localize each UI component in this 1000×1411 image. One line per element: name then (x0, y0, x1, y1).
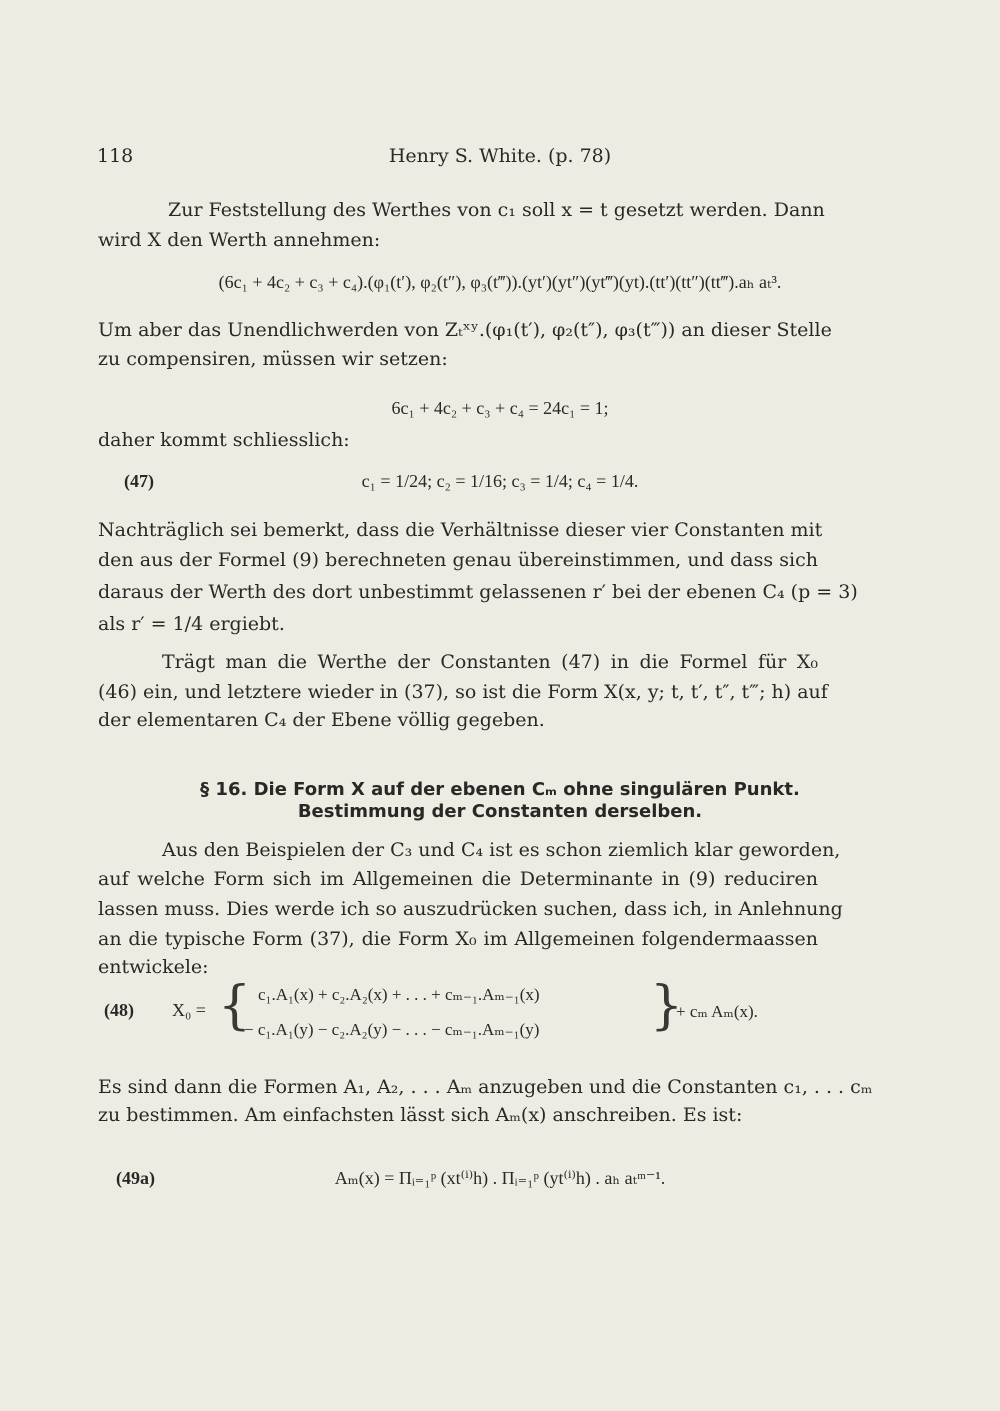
text-line: auf welche Form sich im Allgemeinen die Determinante in (9) reduciren (98, 868, 818, 890)
text-line: Nachträglich sei bemerkt, dass die Verhältnisse dieser vier Constanten mit (98, 519, 823, 541)
equation-number: (47) (124, 471, 154, 491)
equation: 6c₁ + 4c₂ + c₃ + c₄ = 24c₁ = 1; (391, 398, 609, 418)
right-brace: } (650, 976, 684, 1036)
page-number: 118 (97, 145, 134, 167)
text-line: Aus den Beispielen der C₃ und C₄ ist es schon ziemlich klar geworden, (162, 839, 841, 861)
equation-lhs: X₀ = (172, 1000, 206, 1020)
equation-number: (49a) (116, 1168, 155, 1188)
text-line: Trägt man die Werthe der Constanten (47) in die Formel für X₀ (162, 651, 818, 673)
equation-rhs: + cₘ Aₘ(x). (676, 1002, 758, 1021)
text-line: Um aber das Unendlichwerden von Zₜˣʸ.(φ₁(t′), φ₂(t″), φ₃(t‴)) an dieser Stelle (98, 319, 832, 341)
text-line: Es sind dann die Formen A₁, A₂, . . . Aₘ anzugeben und die Constanten c₁, . . . cₘ (98, 1076, 873, 1098)
equation-row: − c₁.A₁(y) − c₂.A₂(y) − . . . − cₘ₋₁.Aₘ₋₁(y) (244, 1020, 540, 1039)
equation-row: c₁.A₁(x) + c₂.A₂(x) + . . . + cₘ₋₁.Aₘ₋₁(x) (258, 985, 540, 1004)
text-line: den aus der Formel (9) berechneten genau übereinstimmen, und dass sich (98, 549, 818, 571)
text-line: an die typische Form (37), die Form X₀ im Allgemeinen folgendermaassen (98, 928, 818, 950)
text-line: zu bestimmen. Am einfachsten lässt sich Aₘ(x) anschreiben. Es ist: (98, 1104, 743, 1126)
left-brace: { (218, 976, 252, 1036)
text-line: zu compensiren, müssen wir setzen: (98, 348, 448, 370)
text-line: der elementaren C₄ der Ebene völlig gegeben. (98, 709, 545, 731)
text-line: wird X den Werth annehmen: (98, 229, 381, 251)
text-line: als r′ = 1/4 ergiebt. (98, 613, 285, 635)
text-line: Zur Feststellung des Werthes von c₁ soll x = t gesetzt werden. Dann (168, 199, 825, 221)
running-title: Henry S. White. (p. 78) (388, 145, 612, 167)
text-line: lassen muss. Dies werde ich so auszudrücken suchen, dass ich, in Anlehnung (98, 898, 843, 920)
equation-number: (48) (104, 1000, 134, 1020)
text-line: (46) ein, und letztere wieder in (37), so ist die Form X(x, y; t, t′, t″, t‴; h) auf (98, 681, 828, 703)
equation: c₁ = 1/24; c₂ = 1/16; c₃ = 1/4; c₄ = 1/4. (361, 471, 639, 491)
section-subtitle: Bestimmung der Constanten derselben. (297, 801, 703, 822)
text-line: daher kommt schliesslich: (98, 429, 350, 451)
equation: Aₘ(x) = Πᵢ₌₁ᵖ (xt⁽ⁱ⁾h) . Πᵢ₌₁ᵖ (yt⁽ⁱ⁾h) . aₕ aₜᵐ⁻¹. (334, 1168, 666, 1188)
text-line: daraus der Werth des dort unbestimmt gelassenen r′ bei der ebenen C₄ (p = 3) (98, 581, 858, 603)
section-title: § 16. Die Form X auf der ebenen Cₘ ohne singulären Punkt. (200, 779, 800, 800)
text-line: entwickele: (98, 956, 209, 978)
equation: (6c₁ + 4c₂ + c₃ + c₄).(φ₁(t′), φ₂(t″), φ₃(t‴)).(yt′)(yt″)(yt‴)(yt).(tt′)(tt″)(tt‴).aₕ aₜ³. (218, 272, 782, 292)
